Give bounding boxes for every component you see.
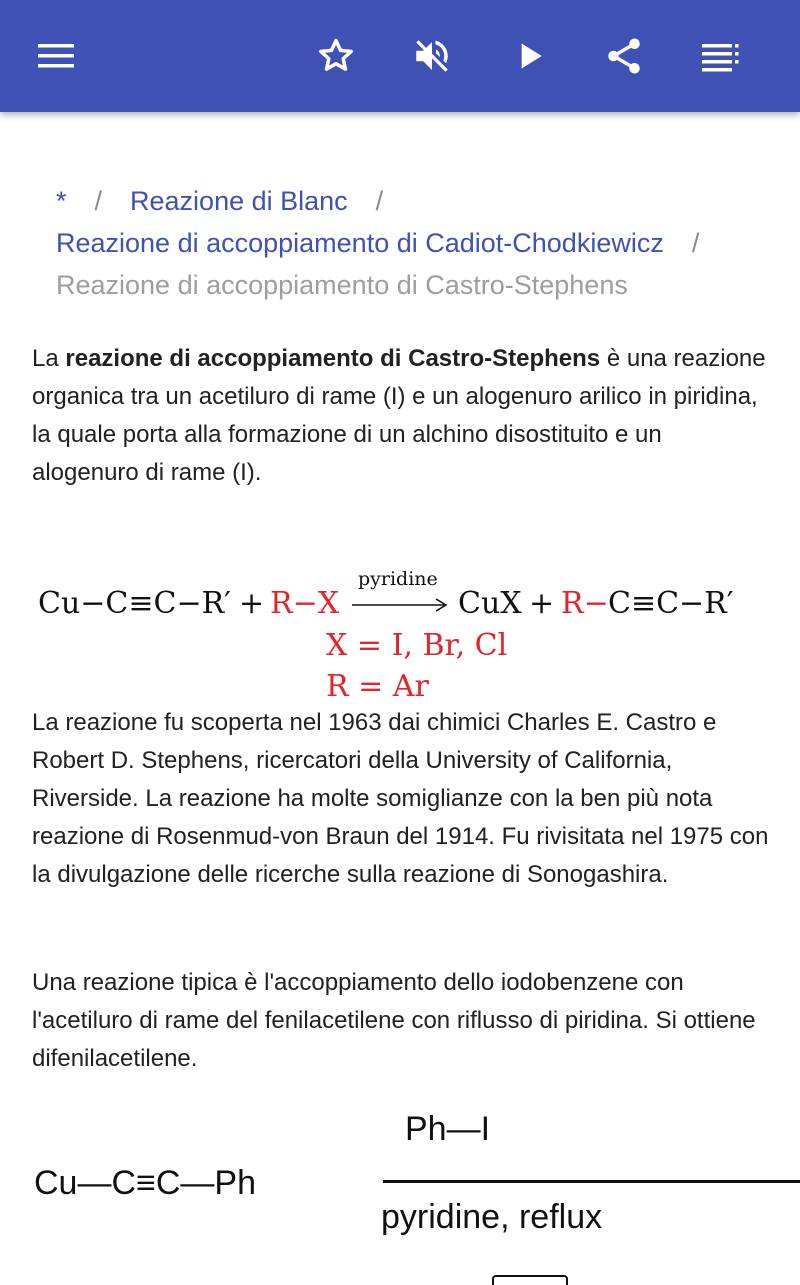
intro-text-start: La <box>32 345 66 372</box>
hamburger-menu-icon <box>36 36 76 76</box>
equation-product-1: CuX <box>458 586 522 621</box>
breadcrumb-root-link[interactable]: * <box>56 186 67 216</box>
equation-product-2-rest: C≡C−R′ <box>608 586 734 621</box>
equation-reactant-1: Cu−C≡C−R′ <box>38 586 231 621</box>
diagram-product-fragment <box>492 1275 568 1285</box>
breadcrumb-current: Reazione di accoppiamento di Castro-Stephens <box>56 270 628 300</box>
breadcrumb-separator: / <box>94 186 103 216</box>
equation-arrow-label: pyridine <box>358 568 438 590</box>
breadcrumb <box>56 180 756 306</box>
history-paragraph: La reazione fu scoperta nel 1963 dai chimici Charles E. Castro e Robert D. Stephens, ricercatori della University of California, Riverside. La reazione ha molte somiglianze con la ben più nota reazione di Rosenmud-von Braun del 1914. Fu rivisitata nel 1975 con la divulgazione delle ricerche sulla reazione di Sonogashira. <box>32 709 769 888</box>
diagram-conditions: pyridine, reflux <box>381 1198 603 1236</box>
typical-reaction-paragraph: Una reazione tipica è l'accoppiamento dello iodobenzene con l'acetiluro di rame del fenilacetilene con riflusso di piridina. Si ottiene difenilacetilene. <box>32 969 756 1072</box>
equation-plus: + <box>529 586 555 621</box>
diagram-arrow-line <box>383 1180 800 1183</box>
play-icon <box>510 36 550 76</box>
share-icon <box>603 35 645 77</box>
equation-product-2-r: R− <box>561 586 609 621</box>
share-button[interactable] <box>596 28 652 84</box>
intro-text-end: è una reazione organica tra un acetiluro di rame (I) e un alogenuro arilico in piridina, la quale porta alla formazione di un alchino disostituito e un alogenuro di rame (I). <box>32 345 766 486</box>
breadcrumb-separator: / <box>691 228 700 258</box>
equation-plus: + <box>239 586 265 621</box>
favorite-button[interactable] <box>308 28 364 84</box>
breadcrumb-separator: / <box>375 186 384 216</box>
equation-condition-x: X = I, Br, Cl <box>326 628 508 663</box>
intro-bold-term: reazione di accoppiamento di Castro-Stephens <box>65 345 601 372</box>
menu-button[interactable] <box>28 28 84 84</box>
playlist-icon <box>700 36 740 76</box>
volume-off-icon <box>411 35 453 77</box>
intro-paragraph <box>32 340 772 492</box>
equation-reactant-2: R−X <box>270 586 340 621</box>
app-bar <box>0 0 800 112</box>
diagram-reactant: Cu—C≡C—Ph <box>34 1164 256 1202</box>
mute-button[interactable] <box>404 28 460 84</box>
reaction-arrow <box>350 597 450 613</box>
play-button[interactable] <box>502 28 558 84</box>
breadcrumb-link-blanc[interactable]: Reazione di Blanc <box>130 186 348 216</box>
equation-condition-r: R = Ar <box>326 669 429 704</box>
breadcrumb-link-cadiot[interactable]: Reazione di accoppiamento di Cadiot-Chodkiewicz <box>56 228 664 258</box>
playlist-button[interactable] <box>692 28 748 84</box>
star-outline-icon <box>315 35 357 77</box>
diagram-reagent: Ph—I <box>405 1110 491 1148</box>
